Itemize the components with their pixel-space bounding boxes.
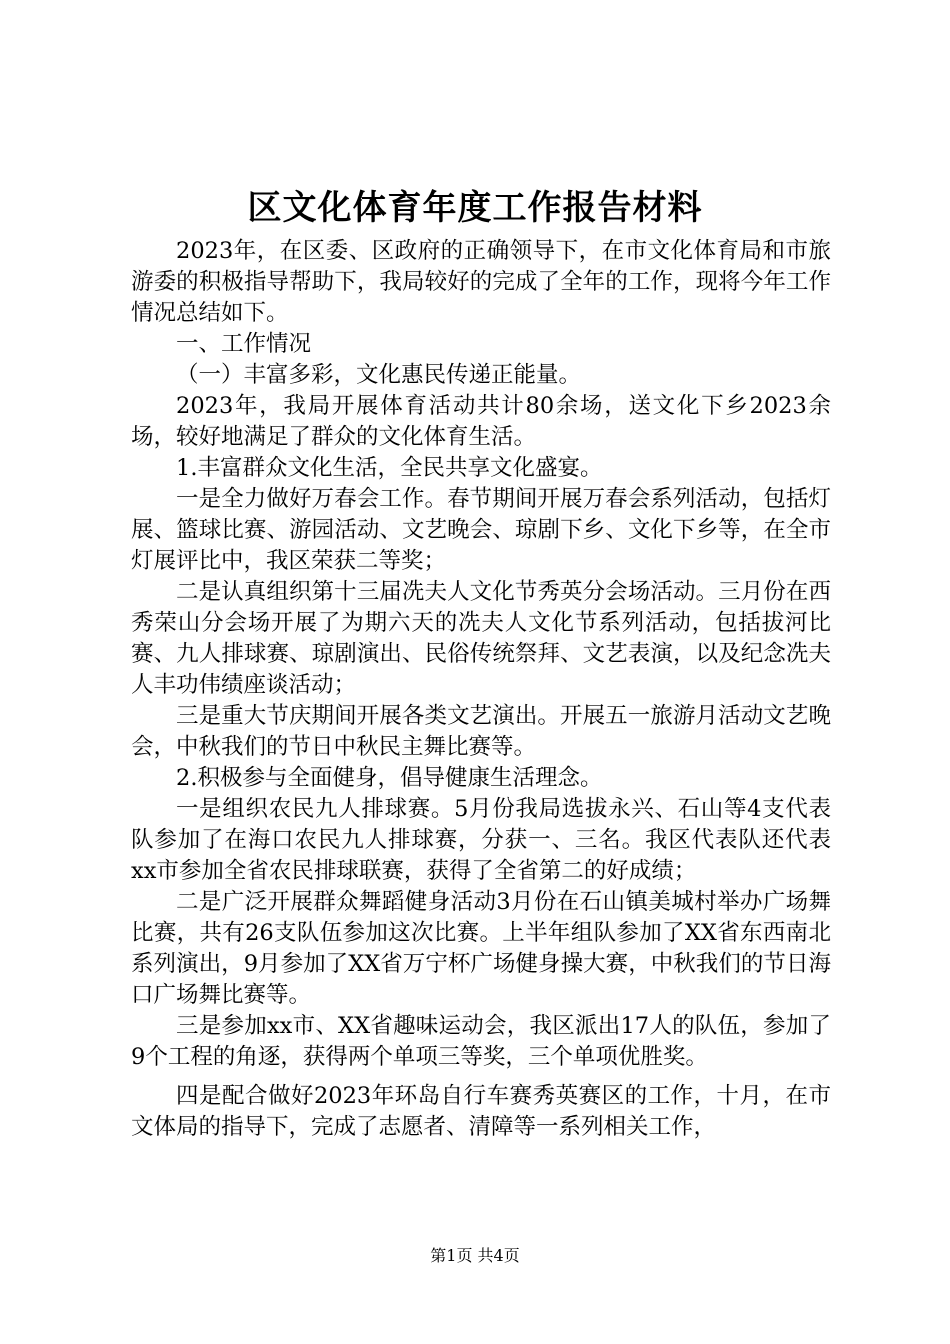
paragraph-volleyball: 一是组织农民九人排球赛。5月份我局选拔永兴、石山等4支代表队参加了在海口农民九人排球赛，分获一、三名。我区代表队还代表xx市参加全省农民排球联赛，获得了全省第二的好成绩； xyxy=(131,796,831,884)
document-title: 区文化体育年度工作报告材料 xyxy=(247,188,703,228)
paragraph-dance-fitness: 二是广泛开展群众舞蹈健身活动3月份在石山镇美城村举办广场舞比赛，共有26支队伍参加这次比赛。上半年组队参加了XX省东西南北系列演出，9月参加了XX省万宁杯广场健身操大赛，中秋我们的节日海口广场舞比赛等。 xyxy=(131,889,831,1008)
paragraph-cycling-race: 四是配合做好2023年环岛自行车赛秀英赛区的工作，十月，在市文体局的指导下，完成了志愿者、清障等一系列相关工作， xyxy=(131,1083,831,1140)
subheading-mass-culture: 1.丰富群众文化生活，全民共享文化盛宴。 xyxy=(176,455,603,481)
paragraph-xian-furen-festival: 二是认真组织第十三届冼夫人文化节秀英分会场活动。三月份在西秀荣山分会场开展了为期六天的冼夫人文化节系列活动，包括拔河比赛、九人排球赛、琼剧演出、民俗传统祭拜、文艺表演，以及纪念冼夫人丰功伟绩座谈活动； xyxy=(131,579,831,698)
heading-work-status: 一、工作情况 xyxy=(176,331,312,357)
subheading-fitness: 2.积极参与全面健身，倡导健康生活理念。 xyxy=(176,765,603,791)
paragraph-spring-festival: 一是全力做好万春会工作。春节期间开展万春会系列活动，包括灯展、篮球比赛、游园活动、文艺晚会、琼剧下乡、文化下乡等，在全市灯展评比中，我区荣获二等奖； xyxy=(131,486,831,574)
paragraph-holiday-performances: 三是重大节庆期间开展各类文艺演出。开展五一旅游月活动文艺晚会，中秋我们的节日中秋民主舞比赛等。 xyxy=(131,703,831,760)
page-number-footer: 第1页 共4页 xyxy=(430,1246,520,1265)
document-body xyxy=(131,236,831,1143)
paragraph-fun-games: 三是参加xx市、XX省趣味运动会，我区派出17人的队伍，参加了9个工程的角逐，获得两个单项三等奖，三个单项优胜奖。 xyxy=(131,1013,831,1070)
paragraph-intro: 2023年，在区委、区政府的正确领导下，在市文化体育局和市旅游委的积极指导帮助下，我局较好的完成了全年的工作，现将今年工作情况总结如下。 xyxy=(131,238,831,326)
subheading-culture: （一）丰富多彩，文化惠民传递正能量。 xyxy=(176,362,582,388)
paragraph-activities-summary: 2023年，我局开展体育活动共计80余场，送文化下乡2023余场，较好地满足了群众的文化体育生活。 xyxy=(131,393,831,450)
